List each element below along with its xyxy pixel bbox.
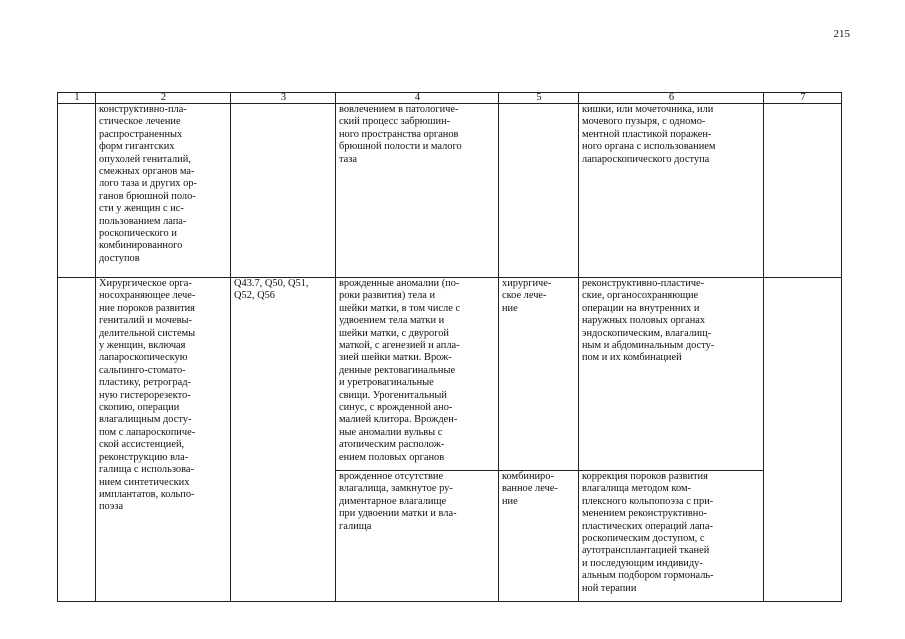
column-number: 6 [579, 93, 764, 104]
cell-index [58, 278, 96, 602]
cell-treatment-type: комбиниро- ванное лече- ние [499, 471, 579, 602]
cell-icd-codes [231, 104, 336, 278]
cell-procedure-name: конструктивно-пла- стическое лечение распространенных форм гигантских опухолей гениталий, смежных органов ма- лого таза и других ор- ганов брюшной поло- сти у женщин с ис- пользованием лапа- роскопического и комбинированного доступов [96, 104, 231, 278]
column-number: 3 [231, 93, 336, 104]
cell-patient-model: врожденные аномалии (по- роки развития) тела и шейки матки, в том числе с удвоением тела матки и шейки матки, с двурогой маткой, с агенезией и апла- зией шейки матки. Врож- денные ректовагинальные и уретровагинальные свищи. Урогенитальный синус, с врожденной ано- малией клитора. Врожден- ные аномалии вульвы с атопическим располож- ением половых органов [336, 278, 499, 471]
cell-index [58, 104, 96, 278]
procedures-table [57, 92, 842, 602]
cell-treatment-method: кишки, или мочеточника, или мочевого пузыря, с одномо- ментной пластикой поражен- ного органа с использованием лапароскопического доступа [579, 104, 764, 278]
cell-patient-model: вовлечением в патологиче- ский процесс забрюшин- ного пространства органов брюшной полости и малого таза [336, 104, 499, 278]
cell-icd-codes: Q43.7, Q50, Q51, Q52, Q56 [231, 278, 336, 602]
cell-treatment-type [499, 104, 579, 278]
column-number: 2 [96, 93, 231, 104]
cell-cost [764, 104, 842, 278]
cell-cost [764, 278, 842, 602]
column-number: 1 [58, 93, 96, 104]
column-number: 4 [336, 93, 499, 104]
cell-patient-model: врожденное отсутствие влагалища, замкнутое ру- диментарное влагалище при удвоении матки и вла- галища [336, 471, 499, 602]
cell-treatment-method: реконструктивно-пластиче- ские, органосохраняющие операции на внутренних и наружных половых органах эндоскопическим, влагалищ- ным и абдоминальным досту- пом и их комбинацией [579, 278, 764, 471]
table-row [58, 278, 842, 471]
column-number: 7 [764, 93, 842, 104]
cell-procedure-name: Хирургическое орга- носохраняющее лече- ние пороков развития гениталий и мочевы- делительной системы у женщин, включая лапароскопическую сальпинго-стомато- пластику, ретроград- ную гистерорезекто- скопию, операции влагалищным досту- пом с лапароскопиче- ской ассистенцией, реконструкцию вла- галища с использова- нием синтетических имплантатов, кольпо- поэза [96, 278, 231, 602]
table-row [58, 104, 842, 278]
column-number-row [58, 93, 842, 104]
page-number: 215 [833, 28, 850, 40]
cell-treatment-type: хирургиче- ское лече- ние [499, 278, 579, 471]
cell-treatment-method: коррекция пороков развития влагалища методом ком- плексного кольпопоэза с при- менением реконструктивно- пластических операций лапа- роскопическим доступом, с аутотрансплантацией тканей и последующим индивиду- альным подбором гормональ- ной терапии [579, 471, 764, 602]
column-number: 5 [499, 93, 579, 104]
